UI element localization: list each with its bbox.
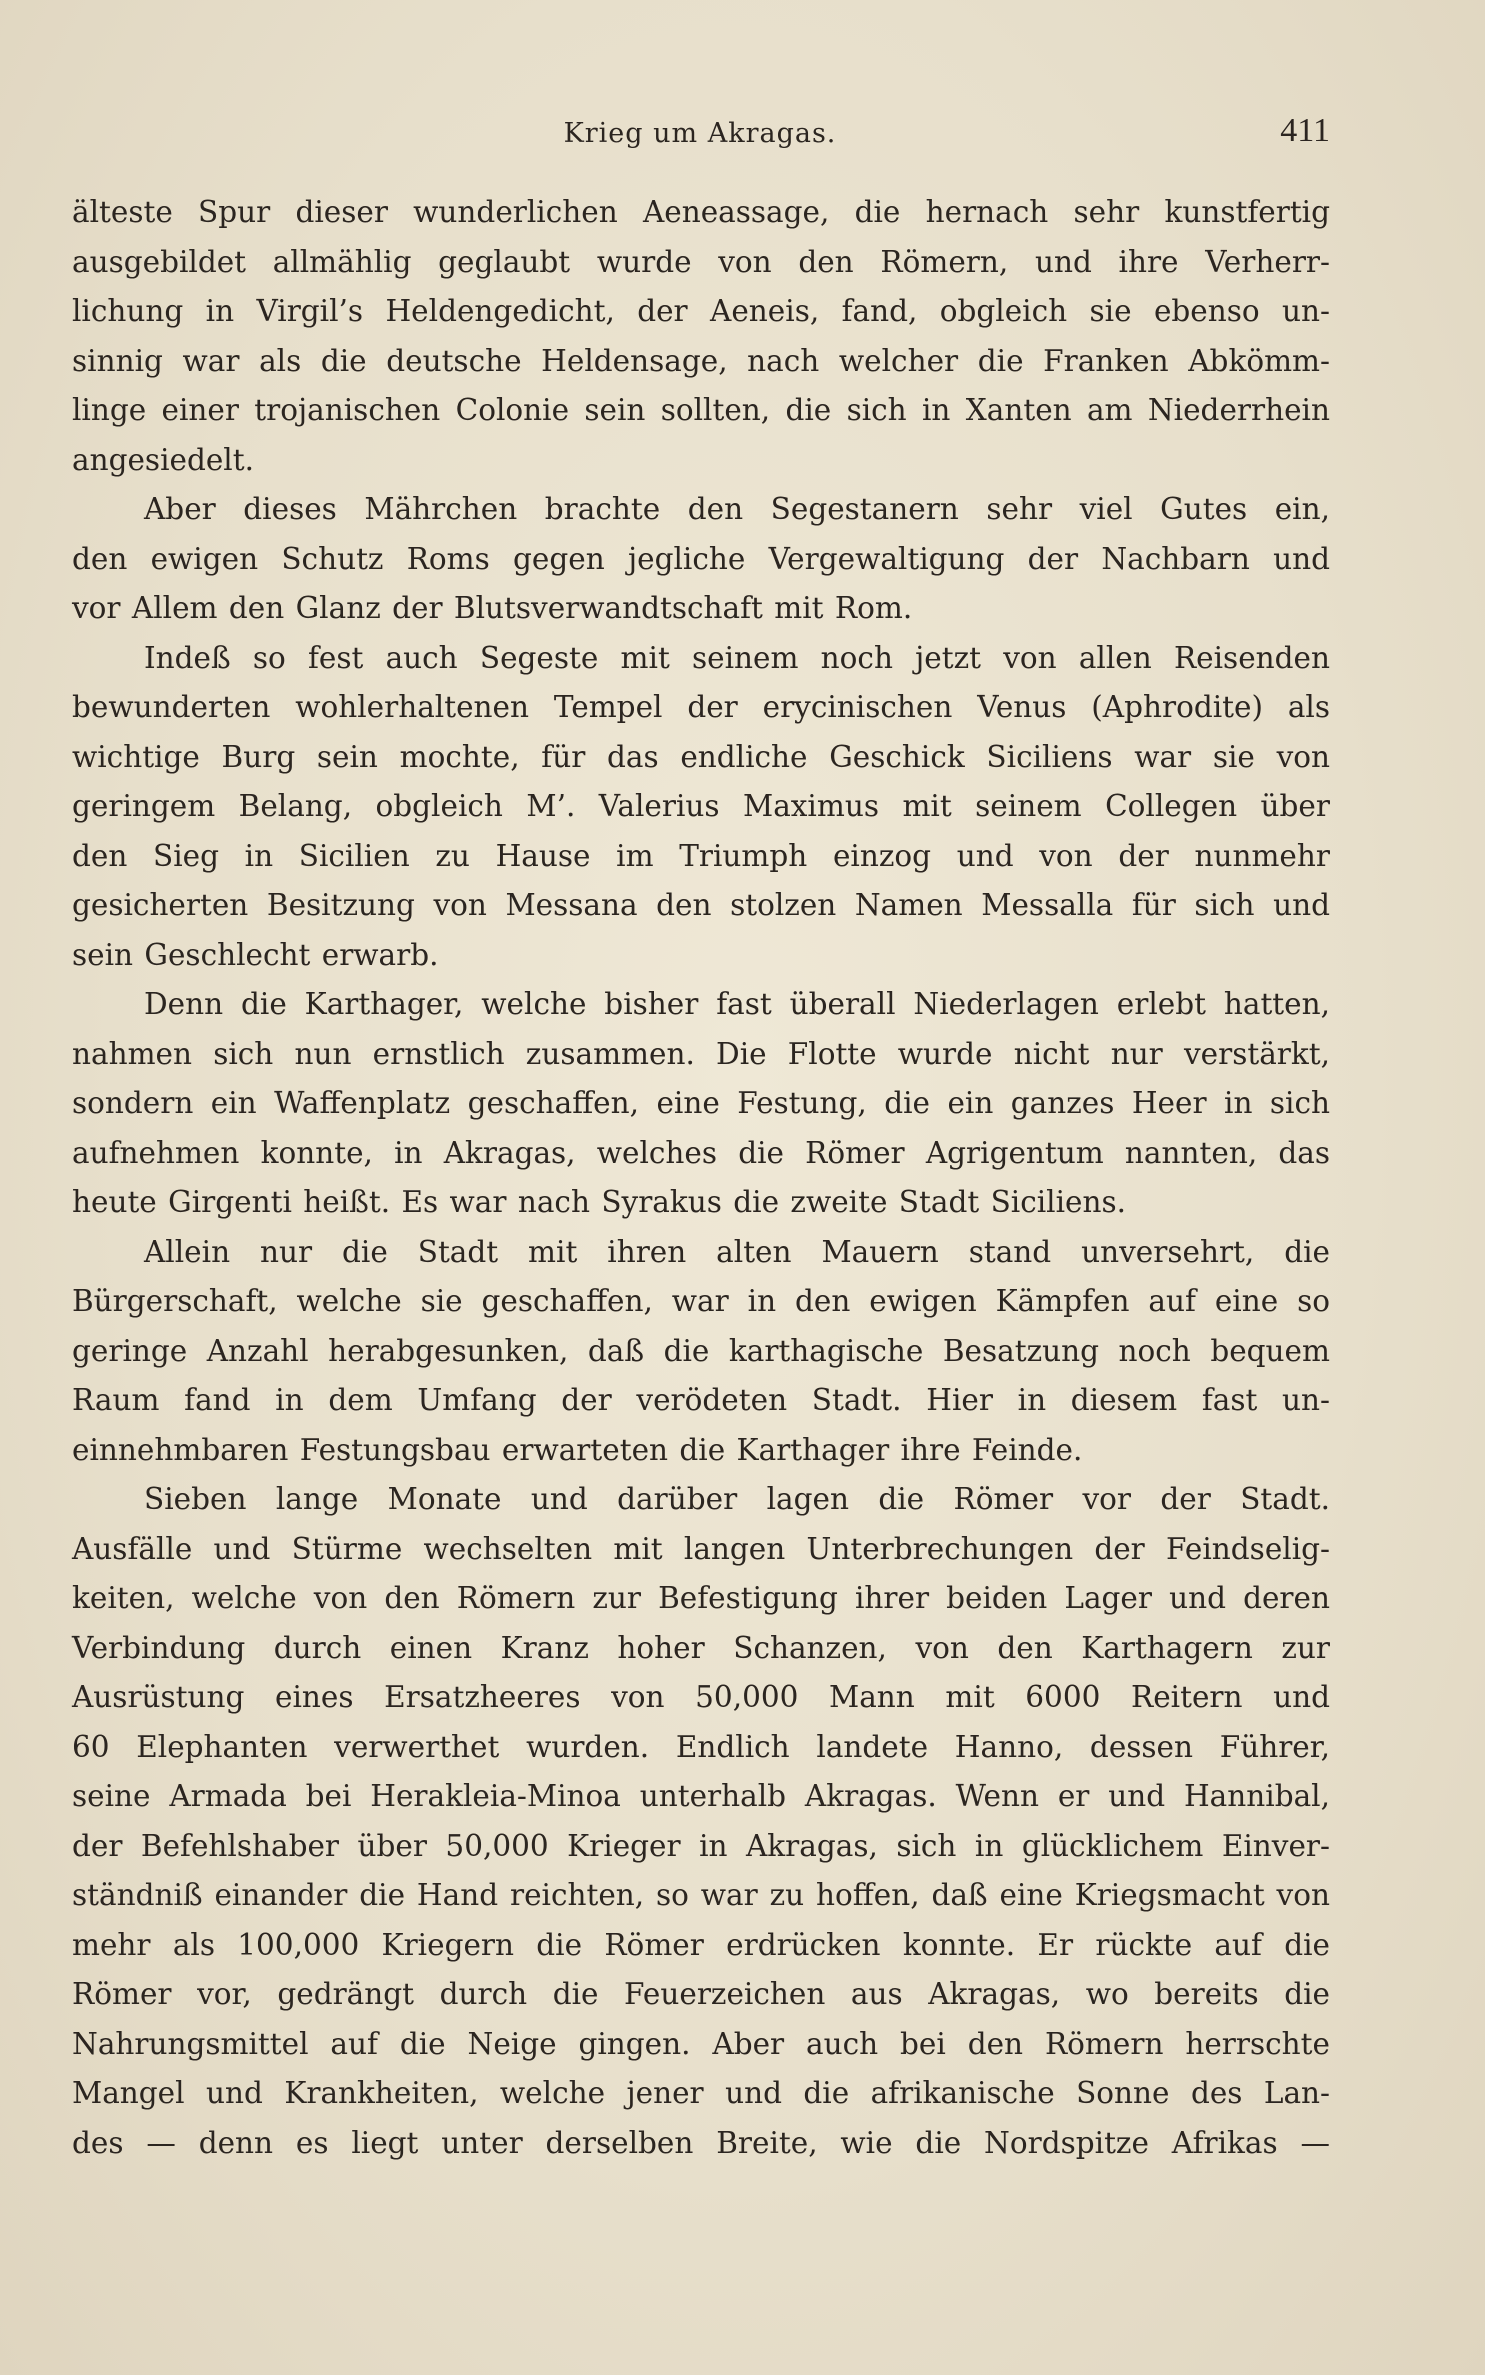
running-title: Krieg um Akragas.	[563, 118, 837, 149]
text-line: vor Allem den Glanz der Blutsverwandtschaft mit Rom.	[72, 591, 913, 625]
text-line: heute Girgenti heißt. Es war nach Syrakus die zweite Stadt Siciliens.	[72, 1185, 1127, 1219]
text-line: ständniß einander die Hand reichten, so war zu hoffen, daß eine Kriegsmacht von	[72, 1878, 1330, 1912]
text-line: Mangel und Krankheiten, welche jener und die afrikanische Sonne des Lan-	[72, 2076, 1330, 2110]
text-line: ausgebildet allmählig geglaubt wurde von den Römern, und ihre Verherr-	[72, 244, 1330, 279]
text-line: Sieben lange Monate und darüber lagen die Römer vor der Stadt.	[144, 1482, 1330, 1516]
text-line: linge einer trojanischen Colonie sein sollten, die sich in Xanten am Niederrhein	[72, 393, 1330, 427]
text-line: keiten, welche von den Römern zur Befestigung ihrer beiden Lager und deren	[72, 1581, 1330, 1615]
text-line: den Sieg in Sicilien zu Hause im Triumph einzog und von der nunmehr	[72, 838, 1330, 873]
text-line: sondern ein Waffenplatz geschaffen, eine Festung, die ein ganzes Heer in sich	[72, 1086, 1330, 1120]
text-line: aufnehmen konnte, in Akragas, welches die Römer Agrigentum nannten, das	[72, 1135, 1330, 1170]
text-line: bewunderten wohlerhaltenen Tempel der erycinischen Venus (Aphrodite) als	[72, 690, 1330, 724]
text-line: 60 Elephanten verwerthet wurden. Endlich landete Hanno, dessen Führer,	[72, 1729, 1330, 1764]
text-line: einnehmbaren Festungsbau erwarteten die Karthager ihre Feinde.	[72, 1432, 1083, 1467]
text-line: Denn die Karthager, welche bisher fast überall Niederlagen erlebt hatten,	[144, 987, 1330, 1021]
text-line: wichtige Burg sein mochte, für das endliche Geschick Siciliens war sie von	[72, 739, 1330, 774]
page-header	[70, 108, 1330, 158]
text-line: den ewigen Schutz Roms gegen jegliche Vergewaltigung der Nachbarn und	[72, 541, 1330, 576]
text-line: Aber dieses Mährchen brachte den Segestanern sehr viel Gutes ein,	[144, 492, 1330, 526]
text-line: geringem Belang, obgleich M’. Valerius Maximus mit seinem Collegen über	[72, 789, 1330, 823]
text-line: seine Armada bei Herakleia-Minoa unterhalb Akragas. Wenn er und Hannibal,	[72, 1779, 1330, 1813]
text-line: Ausfälle und Stürme wechselten mit langen Unterbrechungen der Feindselig-	[72, 1531, 1330, 1566]
text-line: Raum fand in dem Umfang der verödeten Stadt. Hier in diesem fast un-	[72, 1383, 1330, 1417]
text-line: Nahrungsmittel auf die Neige gingen. Aber auch bei den Römern herrschte	[72, 2026, 1330, 2061]
text-line: gesicherten Besitzung von Messana den stolzen Namen Messalla für sich und	[72, 888, 1330, 922]
text-line: mehr als 100,000 Kriegern die Römer erdrücken konnte. Er rückte auf die	[72, 1927, 1330, 1962]
text-line: Römer vor, gedrängt durch die Feuerzeichen aus Akragas, wo bereits die	[72, 1977, 1330, 2011]
text-line: sein Geschlecht erwarb.	[72, 937, 439, 972]
text-line: Ausrüstung eines Ersatzheeres von 50,000 Mann mit 6000 Reitern und	[72, 1680, 1330, 1714]
body-text	[72, 188, 1330, 2168]
page-number: 411	[1280, 112, 1330, 149]
text-line: angesiedelt.	[72, 442, 254, 477]
text-line: geringe Anzahl herabgesunken, daß die karthagische Besatzung noch bequem	[72, 1333, 1330, 1368]
text-line: älteste Spur dieser wunderlichen Aeneassage, die hernach sehr kunstfertig	[72, 195, 1330, 229]
text-line: Verbindung durch einen Kranz hoher Schanzen, von den Karthagern zur	[72, 1630, 1330, 1665]
text-line: Bürgerschaft, welche sie geschaffen, war in den ewigen Kämpfen auf eine so	[72, 1284, 1330, 1318]
text-line: des — denn es liegt unter derselben Breite, wie die Nordspitze Afrikas —	[72, 2125, 1330, 2160]
text-line: lichung in Virgil’s Heldengedicht, der Aeneis, fand, obgleich sie ebenso un-	[72, 294, 1330, 328]
text-line: Allein nur die Stadt mit ihren alten Mauern stand unversehrt, die	[144, 1234, 1330, 1269]
text-line: Indeß so fest auch Segeste mit seinem noch jetzt von allen Reisenden	[144, 640, 1330, 675]
text-line: sinnig war als die deutsche Heldensage, nach welcher die Franken Abkömm-	[72, 343, 1330, 378]
text-line: der Befehlshaber über 50,000 Krieger in Akragas, sich in glücklichem Einver-	[72, 1828, 1330, 1863]
text-line: nahmen sich nun ernstlich zusammen. Die Flotte wurde nicht nur verstärkt,	[72, 1036, 1330, 1071]
